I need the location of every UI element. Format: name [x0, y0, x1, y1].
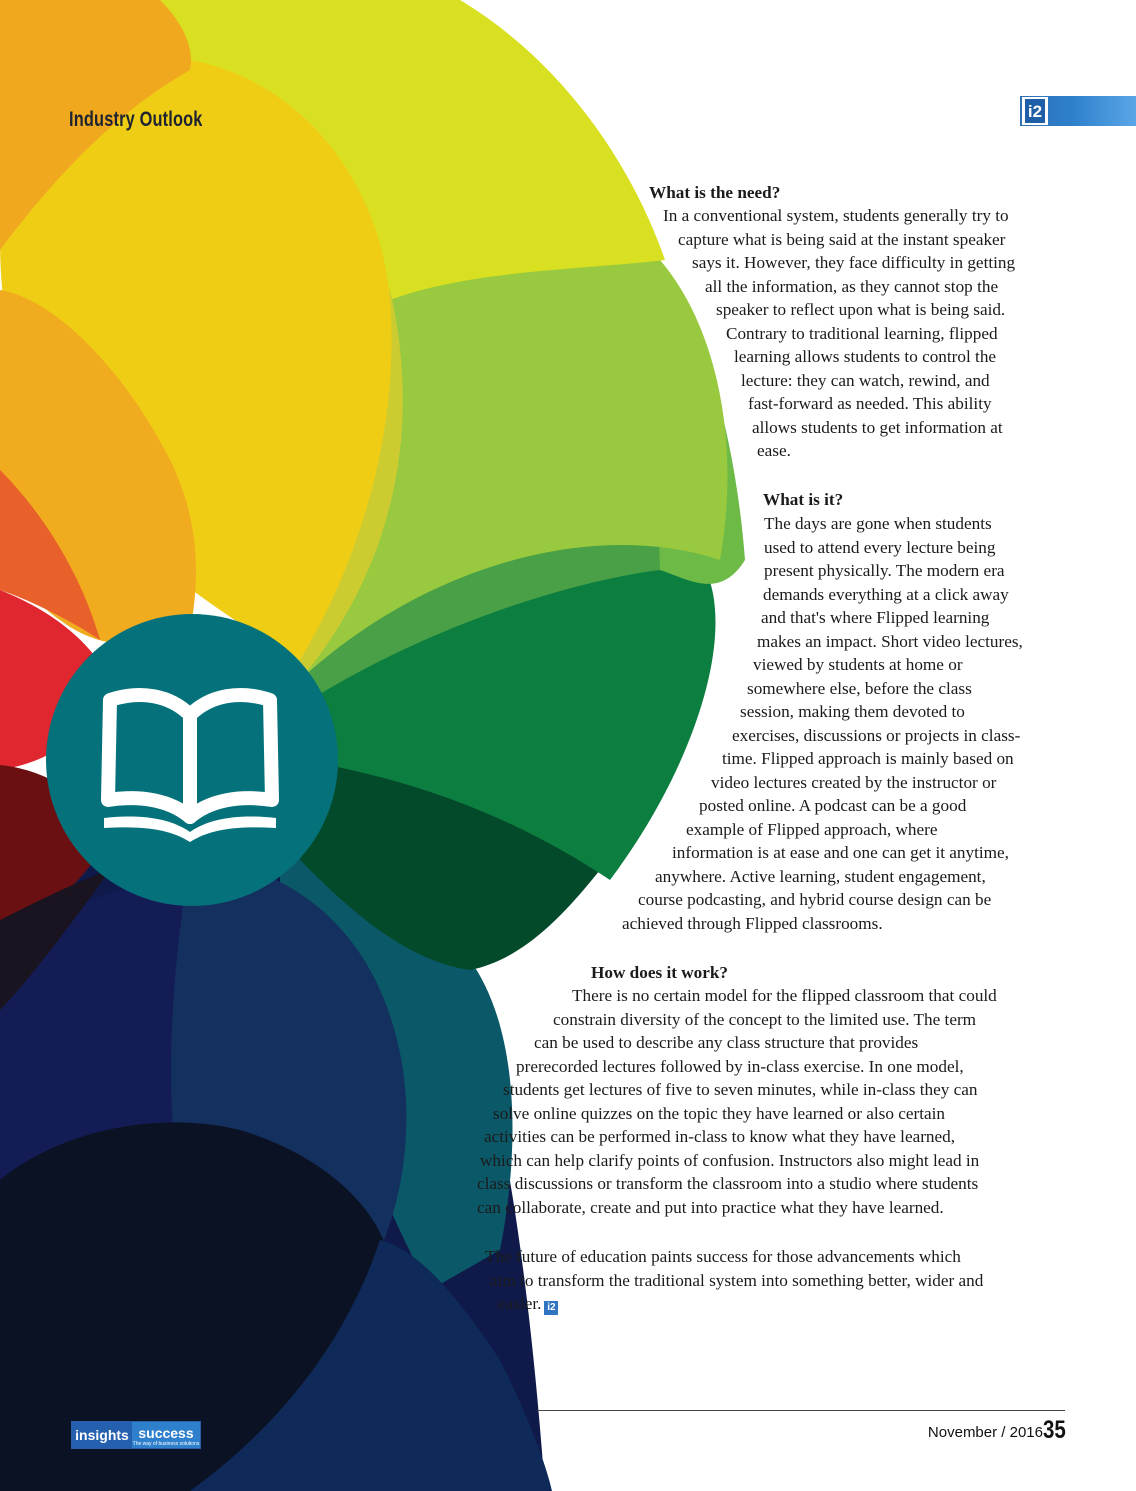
end-of-article-icon: i2	[544, 1301, 558, 1315]
brand-tab	[1020, 96, 1136, 126]
text-line: learning allows students to control the	[734, 347, 997, 366]
logo-tagline: The way of business solutions	[132, 1441, 200, 1447]
text-line: can collaborate, create and put into practice what they have learned.	[477, 1197, 944, 1217]
text-line: lecture: they can watch, rewind, and	[741, 370, 990, 390]
logo-insights: insights	[72, 1422, 132, 1448]
text-line: capture what is being said at the instant speaker	[678, 229, 1006, 249]
section-need	[649, 181, 780, 205]
brand-mark-text: i2	[1025, 99, 1045, 123]
text-line: makes an impact. Short video lectures,	[757, 631, 1023, 651]
text-line: constrain diversity of the concept to the limited use. The term	[553, 1009, 977, 1029]
section-need-body	[0, 204, 1015, 463]
text-line: demands everything at a click away	[763, 584, 1009, 604]
text-line: class discussions or transform the classroom into a studio where students	[477, 1174, 979, 1193]
text-line: allows students to get information at	[752, 417, 1003, 437]
logo-success: success	[132, 1422, 200, 1448]
text-line: viewed by students at home or	[753, 655, 963, 674]
text-line: There is no certain model for the flipped classroom that could	[572, 986, 997, 1005]
text-line: session, making them devoted to	[740, 702, 965, 721]
text-line: ease.	[757, 441, 791, 460]
issue-date: November / 2016	[927, 1424, 1043, 1441]
heading-how: How does it work?	[591, 963, 729, 982]
text-line: The days are gone when students	[764, 514, 992, 533]
text-line: fast-forward as needed. This ability	[748, 394, 992, 413]
text-line: example of Flipped approach, where	[686, 819, 938, 839]
text-line: exercises, discussions or projects in class-	[732, 725, 1021, 745]
text-line: prerecorded lectures followed by in-class exercise. In one model,	[516, 1056, 964, 1076]
text-line: anywhere. Active learning, student engagement,	[655, 866, 986, 886]
heading-what: What is it?	[763, 490, 844, 509]
text-line	[498, 1292, 983, 1316]
text-line: somewhere else, before the class	[747, 678, 972, 698]
text-line: all the information, as they cannot stop the	[705, 276, 999, 296]
text-line: present physically. The modern era	[764, 561, 1005, 580]
footer-rule	[537, 1410, 1065, 1411]
text-line: which can help clarify points of confusion. Instructors also might lead in	[480, 1150, 980, 1170]
text-line: The future of education paints success for those advancements which	[485, 1247, 961, 1266]
text-line: Contrary to traditional learning, flipped	[726, 323, 998, 343]
heading-need: What is the need?	[649, 183, 781, 202]
text-line: course podcasting, and hybrid course design can be	[638, 890, 992, 909]
text-line: time. Flipped approach is mainly based on	[722, 749, 1014, 768]
text-line: students get lectures of five to seven minutes, while in-class they can	[503, 1080, 978, 1099]
text-line: activities can be performed in-class to know what they have learned,	[484, 1127, 956, 1146]
text-line: solve online quizzes on the topic they have learned or also certain	[493, 1103, 945, 1123]
text-line: and that's where Flipped learning	[761, 608, 990, 627]
section-how	[591, 961, 728, 985]
text-line: used to attend every lecture being	[764, 537, 996, 557]
section-how-body	[0, 984, 997, 1219]
page-number: 35	[1043, 1416, 1066, 1444]
closing-last-text: easier.	[498, 1294, 542, 1313]
text-line: information is at ease and one can get it anytime,	[672, 843, 1009, 862]
section-what-body	[0, 512, 1023, 935]
text-line: speaker to reflect upon what is being said.	[716, 300, 1006, 319]
text-line: video lectures created by the instructor or	[711, 772, 997, 792]
text-line: says it. However, they face difficulty in getting	[692, 253, 1016, 272]
section-what	[763, 488, 843, 512]
section-label: Industry Outlook	[69, 108, 203, 131]
text-line: In a conventional system, students generally try to	[663, 206, 1009, 225]
text-line: achieved through Flipped classrooms.	[622, 913, 883, 933]
closing-paragraph	[0, 1245, 983, 1316]
text-line: posted online. A podcast can be a good	[699, 796, 967, 815]
text-line: aim to transform the traditional system into something better, wider and	[490, 1270, 984, 1290]
text-line: can be used to describe any class structure that provides	[534, 1033, 919, 1052]
insights-success-logo	[71, 1421, 201, 1449]
brand-logo-icon	[1022, 97, 1048, 125]
